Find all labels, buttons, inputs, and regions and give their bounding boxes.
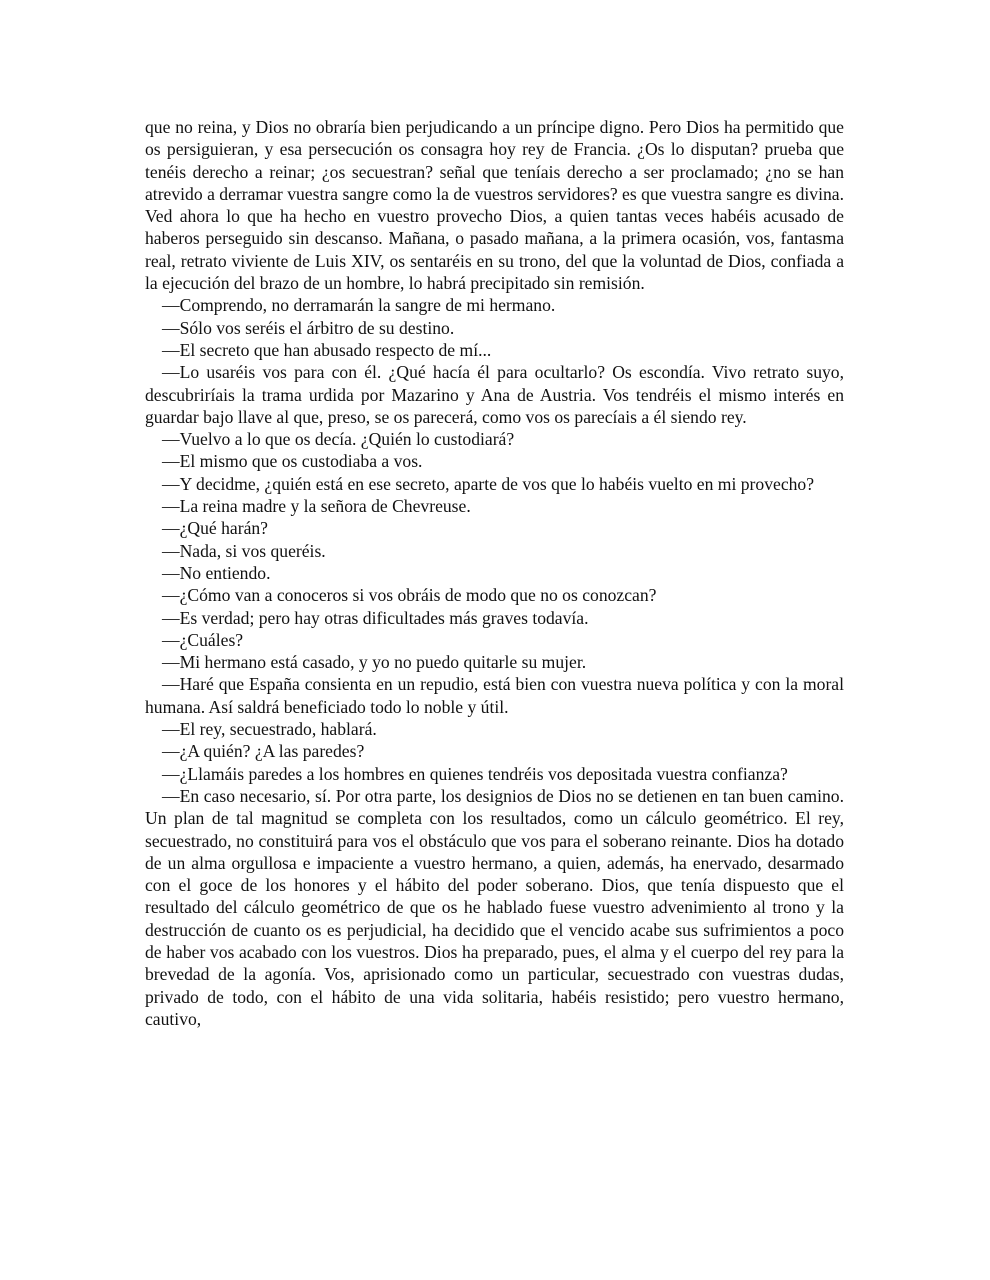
paragraph-20: —¿Llamáis paredes a los hombres en quienes tendréis vos depositada vuestra confianza? bbox=[162, 763, 788, 784]
paragraph-14: —Es verdad; pero hay otras dificultades más graves todavía. bbox=[162, 607, 589, 628]
paragraph-1: que no reina, y Dios no obraría bien perjudicando a un príncipe digno. Pero Dios ha permitido que os persiguieran, y esa persecución os consagra hoy rey de Francia. ¿Os lo disputan? prueba que tenéis derecho a reinar; ¿os secuestran? señal que teníais derecho a ser proclamado; ¿no se han atrevido a derramar vuestra sangre como la de vuestros servidores? es que vuestra sangre es divina. Ved ahora lo que ha hecho en vuestro provecho Dios, a quien tantas veces habéis acusado de haberos perseguido sin descanso. Mañana, o pasado mañana, a la primera ocasión, vos, fantasma real, retrato viviente de Luis XIV, os sentaréis en su trono, del que la voluntad de Dios, confiada a la ejecución del brazo de un hombre, lo habrá precipitado sin remisión. bbox=[145, 117, 844, 294]
paragraph-2: —Comprendo, no derramarán la sangre de mi hermano. bbox=[162, 295, 556, 316]
paragraph-13: —¿Cómo van a conoceros si vos obráis de modo que no os conozcan? bbox=[162, 585, 657, 606]
paragraph-10: —¿Qué harán? bbox=[162, 518, 268, 539]
paragraph-6: —Vuelvo a lo que os decía. ¿Quién lo custodiará? bbox=[162, 429, 515, 450]
paragraph-9: —La reina madre y la señora de Chevreuse. bbox=[162, 496, 471, 517]
paragraph-12: —No entiendo. bbox=[162, 562, 271, 583]
paragraph-5: —Lo usaréis vos para con él. ¿Qué hacía él para ocultarlo? Os escondía. Vivo retrato suyo, descubriríais la trama urdida por Mazarino y Ana de Austria. Vos tendréis el mismo interés en guardar bajo llave al que, preso, se os parecerá, como vos os parecíais a él siendo rey. bbox=[145, 362, 844, 427]
paragraph-15: —¿Cuáles? bbox=[162, 629, 244, 650]
paragraph-17: —Haré que España consienta en un repudio, está bien con vuestra nueva política y con la moral humana. Así saldrá beneficiado todo lo noble y útil. bbox=[145, 674, 844, 717]
paragraph-8: —Y decidme, ¿quién está en ese secreto, aparte de vos que lo habéis vuelto en mi provecho? bbox=[162, 473, 815, 494]
paragraph-18: —El rey, secuestrado, hablará. bbox=[162, 719, 377, 740]
paragraph-4: —El secreto que han abusado respecto de mí... bbox=[162, 339, 492, 360]
paragraph-7: —El mismo que os custodiaba a vos. bbox=[162, 451, 423, 472]
paragraph-21: —En caso necesario, sí. Por otra parte, los designios de Dios no se detienen en tan buen camino. Un plan de tal magnitud se completa con los resultados, como un cálculo geométrico. El rey, secuestrado, no constituirá para vos el obstáculo que vos para el soberano reinante. Dios ha dotado de un alma orgullosa e impaciente a vuestro hermano, a quien, además, ha enervado, desarmado con el goce de los honores y el hábito del poder soberano. Dios, que tenía dispuesto que el resultado del cálculo geométrico de que os he hablado fuese vuestro advenimiento al trono y la destrucción de cuanto os es perjudicial, ha decidido que el vencido acabe sus sufrimientos a poco de haber vos acabado con los vuestros. Dios ha preparado, pues, el alma y el cuerpo del rey para la brevedad de la agonía. Vos, aprisionado como un particular, secuestrado con vuestras dudas, privado de todo, con el hábito de una vida solitaria, habéis resistido; pero vuestro hermano, cautivo, bbox=[145, 785, 844, 1029]
paragraph-3: —Sólo vos seréis el árbitro de su destino. bbox=[162, 317, 455, 338]
paragraph-11: —Nada, si vos queréis. bbox=[162, 540, 326, 561]
page-text-block bbox=[145, 116, 844, 1030]
paragraph-16: —Mi hermano está casado, y yo no puedo quitarle su mujer. bbox=[162, 652, 587, 673]
paragraph-19: —¿A quién? ¿A las paredes? bbox=[162, 741, 365, 762]
